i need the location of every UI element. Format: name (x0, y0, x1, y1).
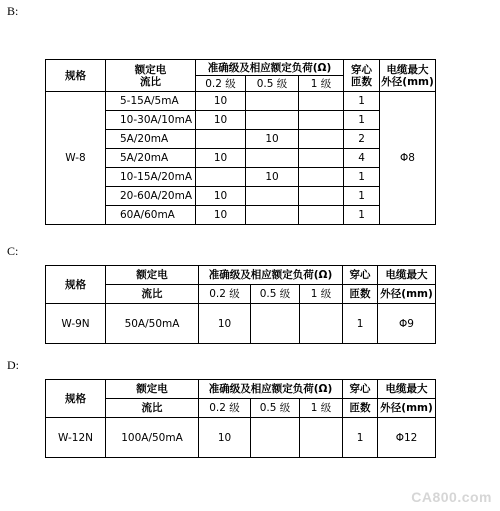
model-cell: W-8 (46, 92, 106, 225)
watermark-logo: CA800.com (411, 489, 492, 505)
header-accuracy: 准确级及相应额定负荷(Ω) (199, 380, 343, 399)
header-class-02: 0.2 级 (199, 285, 251, 304)
class-1-cell (299, 149, 344, 168)
header-class-1: 1 级 (300, 399, 343, 418)
header-cable-line2: 外径(mm) (378, 285, 436, 304)
header-cable (380, 60, 436, 92)
turns-cell: 2 (344, 130, 380, 149)
ratio-cell: 5A/20mA (106, 130, 196, 149)
class-05-cell (246, 92, 299, 111)
class-1-cell (299, 92, 344, 111)
ratio-cell: 5A/20mA (106, 149, 196, 168)
header-accuracy: 准确级及相应额定负荷(Ω) (196, 60, 344, 76)
header-class-05: 0.5 级 (251, 285, 300, 304)
class-1-cell (300, 418, 343, 458)
header-turns-line1: 穿心 (351, 63, 373, 76)
class-02-cell: 10 (196, 92, 246, 111)
header-turns-line1: 穿心 (343, 266, 378, 285)
class-05-cell (246, 149, 299, 168)
class-1-cell (299, 111, 344, 130)
model-cell: W-9N (46, 304, 106, 344)
header-class-1: 1 级 (300, 285, 343, 304)
class-02-cell (196, 168, 246, 187)
class-02-cell: 10 (196, 187, 246, 206)
turns-cell: 1 (344, 206, 380, 225)
header-class-1: 1 级 (299, 76, 344, 92)
cable-diameter-cell: Φ9 (378, 304, 436, 344)
class-1-cell (300, 304, 343, 344)
class-05-cell (251, 304, 300, 344)
ratio-cell: 5-15A/5mA (106, 92, 196, 111)
header-class-05: 0.5 级 (246, 76, 299, 92)
header-turns-line2: 匝数 (351, 75, 373, 88)
class-02-cell: 10 (196, 206, 246, 225)
header-cable-line1: 电缆最大 (378, 266, 436, 285)
class-05-cell (246, 206, 299, 225)
class-05-cell: 10 (246, 130, 299, 149)
cable-diameter-cell: Φ8 (380, 92, 436, 225)
class-1-cell (299, 168, 344, 187)
header-spec: 规格 (46, 266, 106, 304)
header-ratio-line1: 额定电 (134, 63, 167, 76)
class-1-cell (299, 130, 344, 149)
ratio-cell: 10-15A/20mA (106, 168, 196, 187)
class-1-cell (299, 187, 344, 206)
class-05-cell (246, 111, 299, 130)
class-1-cell (299, 206, 344, 225)
turns-cell: 1 (344, 92, 380, 111)
header-ratio-line1: 额定电 (106, 380, 199, 399)
header-cable-line2: 外径(mm) (381, 75, 434, 88)
header-ratio-line2: 流比 (106, 285, 199, 304)
header-ratio-line1: 额定电 (106, 266, 199, 285)
ratio-cell: 10-30A/10mA (106, 111, 196, 130)
ratio-cell: 100A/50mA (106, 418, 199, 458)
section-c-label: C: (7, 244, 19, 258)
header-cable-line1: 电缆最大 (386, 63, 429, 76)
header-ratio-line2: 流比 (106, 399, 199, 418)
section-b-label: B: (7, 4, 19, 18)
ratio-cell: 60A/60mA (106, 206, 196, 225)
turns-cell: 1 (344, 168, 380, 187)
header-spec: 规格 (46, 60, 106, 92)
header-class-02: 0.2 级 (199, 399, 251, 418)
header-cable-line2: 外径(mm) (378, 399, 436, 418)
turns-cell: 1 (343, 304, 378, 344)
ratio-cell: 50A/50mA (106, 304, 199, 344)
table-w8 (45, 59, 436, 225)
header-turns (344, 60, 380, 92)
model-cell: W-12N (46, 418, 106, 458)
table-w9n (45, 265, 436, 344)
table-w12n (45, 379, 436, 458)
header-class-05: 0.5 级 (251, 399, 300, 418)
header-spec: 规格 (46, 380, 106, 418)
turns-cell: 1 (343, 418, 378, 458)
header-turns-line1: 穿心 (343, 380, 378, 399)
turns-cell: 1 (344, 111, 380, 130)
header-turns-line2: 匝数 (343, 285, 378, 304)
class-05-cell: 10 (246, 168, 299, 187)
header-class-02: 0.2 级 (196, 76, 246, 92)
class-05-cell (246, 187, 299, 206)
header-turns-line2: 匝数 (343, 399, 378, 418)
header-ratio (106, 60, 196, 92)
turns-cell: 4 (344, 149, 380, 168)
ratio-cell: 20-60A/20mA (106, 187, 196, 206)
section-d-label: D: (7, 358, 19, 372)
class-02-cell (196, 130, 246, 149)
class-02-cell: 10 (199, 418, 251, 458)
class-02-cell: 10 (196, 149, 246, 168)
header-cable-line1: 电缆最大 (378, 380, 436, 399)
header-ratio-line2: 流比 (140, 75, 161, 88)
header-accuracy: 准确级及相应额定负荷(Ω) (199, 266, 343, 285)
class-02-cell: 10 (199, 304, 251, 344)
cable-diameter-cell: Φ12 (378, 418, 436, 458)
class-05-cell (251, 418, 300, 458)
class-02-cell: 10 (196, 111, 246, 130)
turns-cell: 1 (344, 187, 380, 206)
